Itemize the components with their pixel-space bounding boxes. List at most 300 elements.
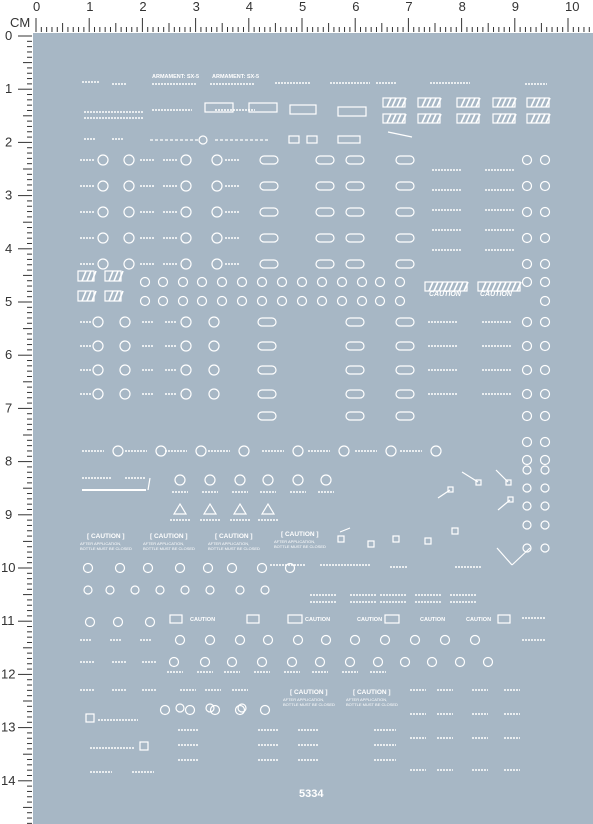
ring-decal xyxy=(86,618,95,627)
bottle-closed-6: BOTTLE MUST BE CLOSED xyxy=(346,702,398,707)
ring-decal xyxy=(201,658,210,667)
ring-decal xyxy=(523,366,532,375)
ring-decal xyxy=(293,475,303,485)
ring-decal xyxy=(396,297,405,306)
hazard-stripe xyxy=(536,98,540,107)
hazard-stripe xyxy=(466,98,470,107)
ring-decal xyxy=(238,297,247,306)
ring-decal xyxy=(114,618,123,627)
ring-decal xyxy=(541,260,550,269)
ring-decal xyxy=(523,521,531,529)
ring-decal xyxy=(206,636,215,645)
ring-decal xyxy=(179,297,188,306)
ruler-number: 0 xyxy=(5,28,13,43)
pill-decal xyxy=(258,390,276,398)
after-application-1: AFTER APPLICATION, xyxy=(80,541,122,546)
hazard-stripe xyxy=(432,114,436,123)
hazard-stripe xyxy=(114,271,118,281)
ring-decal xyxy=(120,341,130,351)
top-ruler-ticks xyxy=(36,18,593,32)
ruler-number: 5 xyxy=(5,294,13,309)
ring-decal xyxy=(523,412,532,421)
ring-decal xyxy=(120,365,130,375)
ring-decal xyxy=(523,390,532,399)
ring-decal xyxy=(376,278,385,287)
pill-decal xyxy=(396,390,414,398)
caution-box-3: CAUTION xyxy=(357,617,383,623)
pill-decal xyxy=(258,342,276,350)
ring-decal xyxy=(206,586,214,594)
ring-decal xyxy=(298,278,307,287)
ring-decal xyxy=(541,390,550,399)
ring-decal xyxy=(523,156,532,165)
ring-decal xyxy=(181,586,189,594)
triangle-decal xyxy=(262,504,274,514)
pill-decal xyxy=(316,234,334,242)
hazard-stripe xyxy=(82,271,86,281)
ruler-number: 2 xyxy=(139,0,147,14)
ring-decal xyxy=(523,260,532,269)
box-decal xyxy=(338,536,344,542)
ruler-number: 2 xyxy=(5,134,13,150)
ring-decal xyxy=(321,475,331,485)
hazard-stripe xyxy=(541,114,545,123)
ring-decal xyxy=(181,341,191,351)
ring-decal xyxy=(298,297,307,306)
after-application-2: AFTER APPLICATION, xyxy=(143,541,185,546)
ring-decal xyxy=(523,278,532,287)
ruler-number: 12 xyxy=(1,666,16,682)
ring-decal xyxy=(541,412,550,421)
arrow-decal xyxy=(497,548,512,565)
ring-decal xyxy=(316,658,325,667)
pill-decal xyxy=(346,234,364,242)
ruler-number: 10 xyxy=(565,0,580,14)
pill-decal xyxy=(316,156,334,164)
ring-decal xyxy=(322,636,331,645)
ring-decal xyxy=(523,466,531,474)
ring-decal xyxy=(541,502,549,510)
ring-decal xyxy=(541,438,550,447)
ring-decal xyxy=(209,317,219,327)
ring-decal xyxy=(124,259,134,269)
ruler-number: 8 xyxy=(5,453,13,469)
hazard-stripe xyxy=(439,282,443,291)
ring-decal xyxy=(523,438,532,447)
hazard-stripe xyxy=(392,114,396,123)
ruler-number: 6 xyxy=(352,0,360,14)
ring-decal xyxy=(541,234,550,243)
hazard-stripe xyxy=(422,114,426,123)
ring-decal xyxy=(236,636,245,645)
ring-decal xyxy=(176,564,185,573)
ring-decal xyxy=(386,446,396,456)
hazard-stripe xyxy=(434,282,438,291)
pill-decal xyxy=(316,260,334,268)
arrow-decal xyxy=(340,528,350,532)
ring-decal xyxy=(212,259,222,269)
ring-decal xyxy=(228,564,237,573)
ring-decal xyxy=(175,475,185,485)
ring-decal xyxy=(156,446,166,456)
caution-bracket-6: [ CAUTION ] xyxy=(353,689,391,696)
top-ruler-numbers xyxy=(33,0,579,14)
pill-decal xyxy=(396,366,414,374)
ring-decal xyxy=(411,636,420,645)
ring-decal xyxy=(120,389,130,399)
caution-stripe-label-1: CAUTION xyxy=(429,291,461,298)
ring-decal xyxy=(523,318,532,327)
ring-decal xyxy=(238,278,247,287)
ring-decal xyxy=(441,636,450,645)
ring-decal xyxy=(98,155,108,165)
ring-decal xyxy=(228,658,237,667)
ring-decal xyxy=(131,586,139,594)
box-decal xyxy=(247,615,259,623)
box-decal xyxy=(288,615,302,623)
ring-decal xyxy=(541,342,550,351)
pill-decal xyxy=(396,342,414,350)
box-decal xyxy=(338,107,366,116)
ring-decal xyxy=(218,297,227,306)
pill-decal xyxy=(396,156,414,164)
ring-decal xyxy=(278,297,287,306)
ring-decal xyxy=(261,586,269,594)
pill-decal xyxy=(258,412,276,420)
caution-box-2: CAUTION xyxy=(305,617,331,623)
after-application-3: AFTER APPLICATION, xyxy=(208,541,250,546)
hazard-stripe xyxy=(427,114,431,123)
bottle-closed-4: BOTTLE MUST BE CLOSED xyxy=(274,544,326,549)
hazard-stripe xyxy=(502,98,506,107)
ruler-number: 1 xyxy=(86,0,94,14)
stripe-decal xyxy=(148,478,150,490)
ring-decal xyxy=(293,446,303,456)
pill-decal xyxy=(316,182,334,190)
ring-decal xyxy=(181,155,191,165)
hazard-stripe xyxy=(387,98,391,107)
triangle-decal xyxy=(234,504,246,514)
hazard-stripe xyxy=(392,98,396,107)
caution-bracket-1: [ CAUTION ] xyxy=(87,533,125,540)
hazard-stripe xyxy=(492,282,496,291)
hazard-stripe xyxy=(114,291,118,301)
ruler-number: 7 xyxy=(5,400,13,416)
ruler-number: 4 xyxy=(245,0,254,14)
ring-decal xyxy=(294,636,303,645)
hazard-stripe xyxy=(497,98,501,107)
ring-decal xyxy=(318,297,327,306)
pill-decal xyxy=(396,260,414,268)
ring-decal xyxy=(98,233,108,243)
hazard-stripe xyxy=(487,282,491,291)
ring-decal xyxy=(523,342,532,351)
bottle-closed-3: BOTTLE MUST BE CLOSED xyxy=(208,546,260,551)
armament-header-1: ARMAMENT: SX-5 xyxy=(152,74,200,80)
decal-markings xyxy=(78,82,550,772)
ring-decal xyxy=(523,502,531,510)
ring-decal xyxy=(156,586,164,594)
hazard-stripe xyxy=(387,114,391,123)
ring-decal xyxy=(351,636,360,645)
ring-decal xyxy=(428,658,437,667)
ring-decal xyxy=(258,278,267,287)
decal-text-group xyxy=(80,74,513,800)
ring-decal xyxy=(93,317,103,327)
ring-decal xyxy=(181,181,191,191)
hazard-stripe xyxy=(512,282,516,291)
hazard-stripe xyxy=(502,114,506,123)
hazard-stripe xyxy=(87,291,91,301)
hazard-stripe xyxy=(466,114,470,123)
ring-decal xyxy=(338,297,347,306)
hazard-stripe xyxy=(427,98,431,107)
bottle-closed-1: BOTTLE MUST BE CLOSED xyxy=(80,546,132,551)
ring-decal xyxy=(176,704,184,712)
ring-decal xyxy=(181,207,191,217)
box-decal xyxy=(385,615,399,623)
ring-decal xyxy=(209,389,219,399)
ring-decal xyxy=(176,636,185,645)
ring-decal xyxy=(523,484,531,492)
pill-decal xyxy=(396,318,414,326)
ring-decal xyxy=(376,297,385,306)
ruler-number: 8 xyxy=(458,0,466,14)
hazard-stripe xyxy=(432,98,436,107)
caution-box-4: CAUTION xyxy=(420,617,446,623)
left-ruler-ticks xyxy=(18,36,32,823)
ring-decal xyxy=(541,156,550,165)
box-decal xyxy=(170,615,182,623)
ring-decal xyxy=(144,564,153,573)
sheet-number: 5334 xyxy=(299,788,324,800)
pill-decal xyxy=(260,208,278,216)
ring-decal xyxy=(358,278,367,287)
ring-decal xyxy=(541,182,550,191)
stripe-decal xyxy=(388,132,412,137)
ring-decal xyxy=(523,234,532,243)
ring-decal xyxy=(541,466,549,474)
ring-decal xyxy=(181,365,191,375)
ring-decal xyxy=(541,208,550,217)
ruler-number: 7 xyxy=(405,0,413,14)
ring-decal xyxy=(541,544,549,552)
ring-decal xyxy=(239,446,249,456)
ruler-number: 3 xyxy=(192,0,200,14)
box-decal xyxy=(498,615,510,623)
pill-decal xyxy=(260,156,278,164)
ring-decal xyxy=(198,297,207,306)
triangle-decal xyxy=(204,504,216,514)
ring-decal xyxy=(116,564,125,573)
pill-decal xyxy=(316,208,334,216)
ring-decal xyxy=(523,208,532,217)
hazard-stripe xyxy=(507,114,511,123)
hazard-stripe xyxy=(536,114,540,123)
pill-decal xyxy=(346,366,364,374)
caution-bracket-4: [ CAUTION ] xyxy=(281,531,319,538)
ring-decal xyxy=(209,365,219,375)
bottle-closed-5: BOTTLE MUST BE CLOSED xyxy=(283,702,335,707)
hazard-stripe xyxy=(397,98,401,107)
ruler-number: 14 xyxy=(1,772,16,788)
ring-decal xyxy=(106,586,114,594)
hazard-stripe xyxy=(444,282,448,291)
ring-decal xyxy=(212,181,222,191)
ring-decal xyxy=(541,278,550,287)
ring-decal xyxy=(141,297,150,306)
ring-decal xyxy=(124,181,134,191)
after-application-4: AFTER APPLICATION, xyxy=(274,539,316,544)
ring-decal xyxy=(318,278,327,287)
ring-decal xyxy=(113,446,123,456)
ring-decal xyxy=(120,317,130,327)
ring-decal xyxy=(212,233,222,243)
ring-decal xyxy=(124,207,134,217)
ring-decal xyxy=(261,706,270,715)
caution-bracket-5: [ CAUTION ] xyxy=(290,689,328,696)
ring-decal xyxy=(358,297,367,306)
ring-decal xyxy=(471,636,480,645)
ruler-number: 11 xyxy=(1,613,15,629)
ruler-number: 6 xyxy=(5,347,13,363)
hazard-stripe xyxy=(454,282,458,291)
ring-decal xyxy=(484,658,493,667)
hazard-stripe xyxy=(497,282,501,291)
hazard-stripe xyxy=(459,282,463,291)
pill-decal xyxy=(260,182,278,190)
pill-decal xyxy=(258,366,276,374)
ring-decal xyxy=(204,564,213,573)
ruler-number: 4 xyxy=(5,240,13,256)
after-application-6: AFTER APPLICATION, xyxy=(346,697,388,702)
arrow-decal xyxy=(512,548,530,565)
ring-decal xyxy=(93,341,103,351)
hazard-stripe xyxy=(461,98,465,107)
ring-decal xyxy=(258,297,267,306)
hazard-stripe xyxy=(87,271,91,281)
pill-decal xyxy=(396,182,414,190)
ring-decal xyxy=(236,586,244,594)
ring-decal xyxy=(288,658,297,667)
ruler-number: 3 xyxy=(5,187,13,203)
ring-decal xyxy=(93,389,103,399)
box-decal xyxy=(425,538,431,544)
ruler-unit-label: CM xyxy=(10,15,31,30)
ring-decal xyxy=(541,521,549,529)
pill-decal xyxy=(260,260,278,268)
ring-decal xyxy=(181,233,191,243)
ruler-number: 9 xyxy=(5,506,13,522)
hazard-stripe xyxy=(82,291,86,301)
bottle-closed-2: BOTTLE MUST BE CLOSED xyxy=(143,546,195,551)
box-decal xyxy=(452,528,458,534)
ring-decal xyxy=(98,207,108,217)
triangle-decal xyxy=(174,504,186,514)
ring-decal xyxy=(541,484,549,492)
hazard-stripe xyxy=(461,114,465,123)
ring-decal xyxy=(235,475,245,485)
box-decal xyxy=(338,136,360,143)
ring-decal xyxy=(98,181,108,191)
ring-decal xyxy=(146,618,155,627)
ruler-number: 13 xyxy=(1,719,16,735)
ring-decal xyxy=(212,207,222,217)
caution-stripe-label-2: CAUTION xyxy=(480,291,512,298)
pill-decal xyxy=(346,342,364,350)
pill-decal xyxy=(346,156,364,164)
hazard-stripe xyxy=(531,98,535,107)
ring-decal xyxy=(181,389,191,399)
ring-decal xyxy=(278,278,287,287)
ring-decal xyxy=(218,278,227,287)
ring-decal xyxy=(209,341,219,351)
box-decal xyxy=(86,714,94,722)
ring-decal xyxy=(236,706,245,715)
hazard-stripe xyxy=(422,98,426,107)
hazard-stripe xyxy=(471,98,475,107)
caution-bracket-3: [ CAUTION ] xyxy=(215,533,253,540)
hazard-stripe xyxy=(507,282,511,291)
ring-decal xyxy=(264,636,273,645)
box-decal xyxy=(393,536,399,542)
ring-decal xyxy=(541,318,550,327)
ruler-number: 5 xyxy=(299,0,307,14)
ring-decal xyxy=(381,636,390,645)
ring-decal xyxy=(374,658,383,667)
ring-decal xyxy=(339,446,349,456)
pill-decal xyxy=(346,390,364,398)
ring-decal xyxy=(196,446,206,456)
ring-decal xyxy=(211,706,220,715)
ring-decal xyxy=(159,297,168,306)
ring-decal xyxy=(179,278,188,287)
hazard-stripe xyxy=(482,282,486,291)
ring-decal xyxy=(181,259,191,269)
pill-decal xyxy=(260,234,278,242)
ring-decal xyxy=(124,155,134,165)
hazard-stripe xyxy=(507,98,511,107)
box-decal xyxy=(368,541,374,547)
ring-decal xyxy=(523,182,532,191)
ring-decal xyxy=(541,456,550,465)
hazard-stripe xyxy=(109,291,113,301)
ring-decal xyxy=(523,456,532,465)
ring-decal xyxy=(401,658,410,667)
armament-header-2: ARMAMENT: SX-5 xyxy=(212,74,260,80)
pill-decal xyxy=(396,412,414,420)
ring-decal xyxy=(159,278,168,287)
ring-decal xyxy=(199,136,207,144)
ring-decal xyxy=(541,297,550,306)
ring-decal xyxy=(456,658,465,667)
caution-box-1: CAUTION xyxy=(190,617,216,623)
ring-decal xyxy=(84,586,92,594)
ring-decal xyxy=(198,278,207,287)
ring-decal xyxy=(84,564,93,573)
hazard-stripe xyxy=(497,114,501,123)
hazard-stripe xyxy=(397,114,401,123)
after-application-5: AFTER APPLICATION, xyxy=(283,697,325,702)
box-decal xyxy=(289,136,299,143)
ruler-number: 10 xyxy=(1,560,16,575)
ring-decal xyxy=(541,366,550,375)
ring-decal xyxy=(161,706,170,715)
pill-decal xyxy=(346,182,364,190)
ruler-number: 9 xyxy=(511,0,520,14)
hazard-stripe xyxy=(471,114,475,123)
box-decal xyxy=(249,103,277,112)
